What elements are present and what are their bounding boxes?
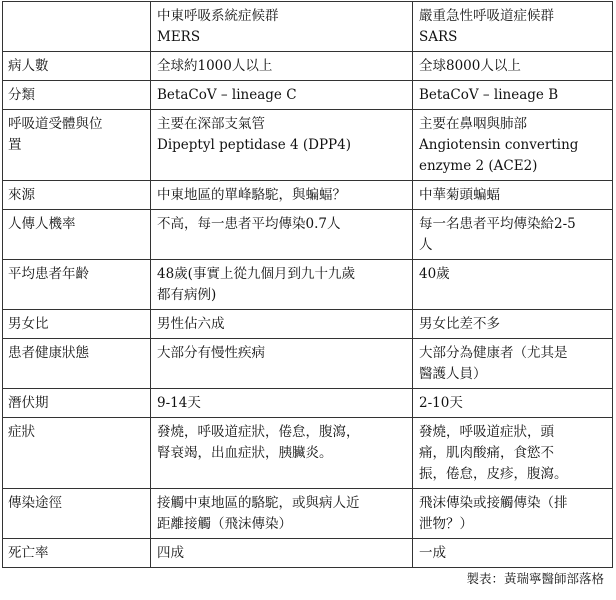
mers-value-line: 中東地區的單峰駱駝，與蝙蝠？ [157, 187, 346, 203]
row-label-cell [3, 52, 151, 81]
mers-value-cell [151, 339, 413, 389]
row-label-line: 置 [8, 137, 22, 153]
row-label-line: 傳染途徑 [8, 495, 62, 511]
header-sars-abbr: SARS [419, 29, 458, 45]
sars-value-line: enzyme 2 (ACE2) [419, 158, 538, 174]
row-label-line: 死亡率 [8, 545, 49, 561]
sars-value-cell [413, 489, 613, 539]
row-label-cell [3, 418, 151, 489]
mers-value-line: 四成 [157, 545, 184, 561]
mers-value-line: 9-14天 [157, 395, 201, 411]
sars-value-line: 醫護人員） [419, 366, 487, 382]
row-label-line: 病人數 [8, 58, 49, 74]
sars-value-line: 一成 [419, 545, 446, 561]
mers-value-cell [151, 52, 413, 81]
sars-value-cell [413, 52, 613, 81]
mers-value-cell [151, 418, 413, 489]
mers-value-line: 不高，每一患者平均傳染0.7人 [157, 216, 341, 232]
row-label-line: 潛伏期 [8, 395, 49, 411]
table-row [3, 539, 613, 568]
table-row [3, 110, 613, 181]
mers-sars-comparison-table [2, 1, 613, 568]
sars-value-cell [413, 389, 613, 418]
mers-value-line: BetaCoV – lineage C [157, 87, 297, 103]
mers-value-cell [151, 539, 413, 568]
table-body [3, 2, 613, 568]
sars-value-line: Angiotensin converting [419, 137, 579, 153]
row-label-line: 症狀 [8, 424, 35, 440]
row-label-line: 患者健康狀態 [8, 345, 89, 361]
header-mers-abbr: MERS [157, 29, 201, 45]
header-sars-cell [413, 2, 613, 52]
row-label-cell [3, 539, 151, 568]
sars-value-line: 主要在鼻咽與肺部 [419, 116, 527, 132]
mers-value-cell [151, 260, 413, 310]
row-label-line: 來源 [8, 187, 35, 203]
sars-value-cell [413, 210, 613, 260]
sars-value-line: 發燒，呼吸道症狀，頭 [419, 424, 554, 440]
header-sars-name: 嚴重急性呼吸道症候群 [419, 8, 554, 24]
header-corner-cell [3, 2, 151, 52]
table-row [3, 181, 613, 210]
row-label-cell [3, 310, 151, 339]
row-label-cell [3, 339, 151, 389]
mers-value-line: 發燒，呼吸道症狀，倦怠，腹瀉， [157, 424, 360, 440]
sars-value-line: 40歲 [419, 266, 450, 282]
table-row [3, 260, 613, 310]
table-header-row [3, 2, 613, 52]
table-row [3, 210, 613, 260]
table-source-note: 製表：黃瑞寧醫師部落格 [466, 571, 604, 586]
sars-value-line: 男女比差不多 [419, 316, 500, 332]
row-label-line: 人傳人機率 [8, 216, 76, 232]
row-label-cell [3, 389, 151, 418]
mers-value-cell [151, 389, 413, 418]
mers-value-cell [151, 110, 413, 181]
mers-value-cell [151, 81, 413, 110]
row-label-cell [3, 489, 151, 539]
sars-value-line: BetaCoV – lineage B [419, 87, 559, 103]
row-label-line: 呼吸道受體與位 [8, 116, 103, 132]
mers-value-line: 腎衰竭，出血症狀，胰臟炎。 [157, 445, 333, 461]
mers-value-cell [151, 181, 413, 210]
row-label-line: 男女比 [8, 316, 49, 332]
sars-value-line: 人 [419, 237, 433, 253]
table-row [3, 310, 613, 339]
sars-value-cell [413, 260, 613, 310]
sars-value-line: 痛，肌肉酸痛，食慾不 [419, 445, 554, 461]
mers-value-line: 主要在深部支氣管 [157, 116, 265, 132]
sars-value-line: 2-10天 [419, 395, 463, 411]
sars-value-line: 振，倦怠，皮疹，腹瀉。 [419, 466, 568, 482]
table-row [3, 339, 613, 389]
sars-value-cell [413, 181, 613, 210]
sars-value-line: 每一名患者平均傳染給2-5 [419, 216, 576, 232]
sars-value-line: 飛沫傳染或接觸傳染（排 [419, 495, 568, 511]
mers-value-line: Dipeptyl peptidase 4 (DPP4) [157, 137, 351, 153]
mers-value-line: 全球約1000人以上 [157, 58, 273, 74]
table-row [3, 418, 613, 489]
sars-value-cell [413, 418, 613, 489]
mers-value-line: 48歲(事實上從九個月到九十九歲 [157, 266, 355, 282]
sars-value-cell [413, 539, 613, 568]
sars-value-cell [413, 81, 613, 110]
mers-value-line: 男性佔六成 [157, 316, 225, 332]
row-label-line: 分類 [8, 87, 35, 103]
row-label-cell [3, 181, 151, 210]
table-row [3, 52, 613, 81]
table-row [3, 489, 613, 539]
header-mers-name: 中東呼吸系統症候群 [157, 8, 279, 24]
mers-value-cell [151, 210, 413, 260]
sars-value-cell [413, 339, 613, 389]
sars-value-line: 大部分為健康者（尤其是 [419, 345, 568, 361]
sars-value-cell [413, 110, 613, 181]
mers-value-line: 接觸中東地區的駱駝，或與病人近 [157, 495, 360, 511]
mers-value-cell [151, 310, 413, 339]
mers-value-line: 距離接觸（飛沫傳染） [157, 516, 292, 532]
table-row [3, 389, 613, 418]
row-label-cell [3, 81, 151, 110]
row-label-cell [3, 260, 151, 310]
sars-value-line: 全球8000人以上 [419, 58, 521, 74]
table-row [3, 81, 613, 110]
mers-value-line: 大部分有慢性疾病 [157, 345, 265, 361]
row-label-cell [3, 210, 151, 260]
header-mers-cell [151, 2, 413, 52]
comparison-document [2, 1, 612, 588]
sars-value-cell [413, 310, 613, 339]
sars-value-line: 泄物？） [419, 516, 473, 532]
row-label-line: 平均患者年齡 [8, 266, 89, 282]
row-label-cell [3, 110, 151, 181]
mers-value-cell [151, 489, 413, 539]
sars-value-line: 中華菊頭蝙蝠 [419, 187, 500, 203]
mers-value-line: 都有病例) [157, 287, 217, 303]
